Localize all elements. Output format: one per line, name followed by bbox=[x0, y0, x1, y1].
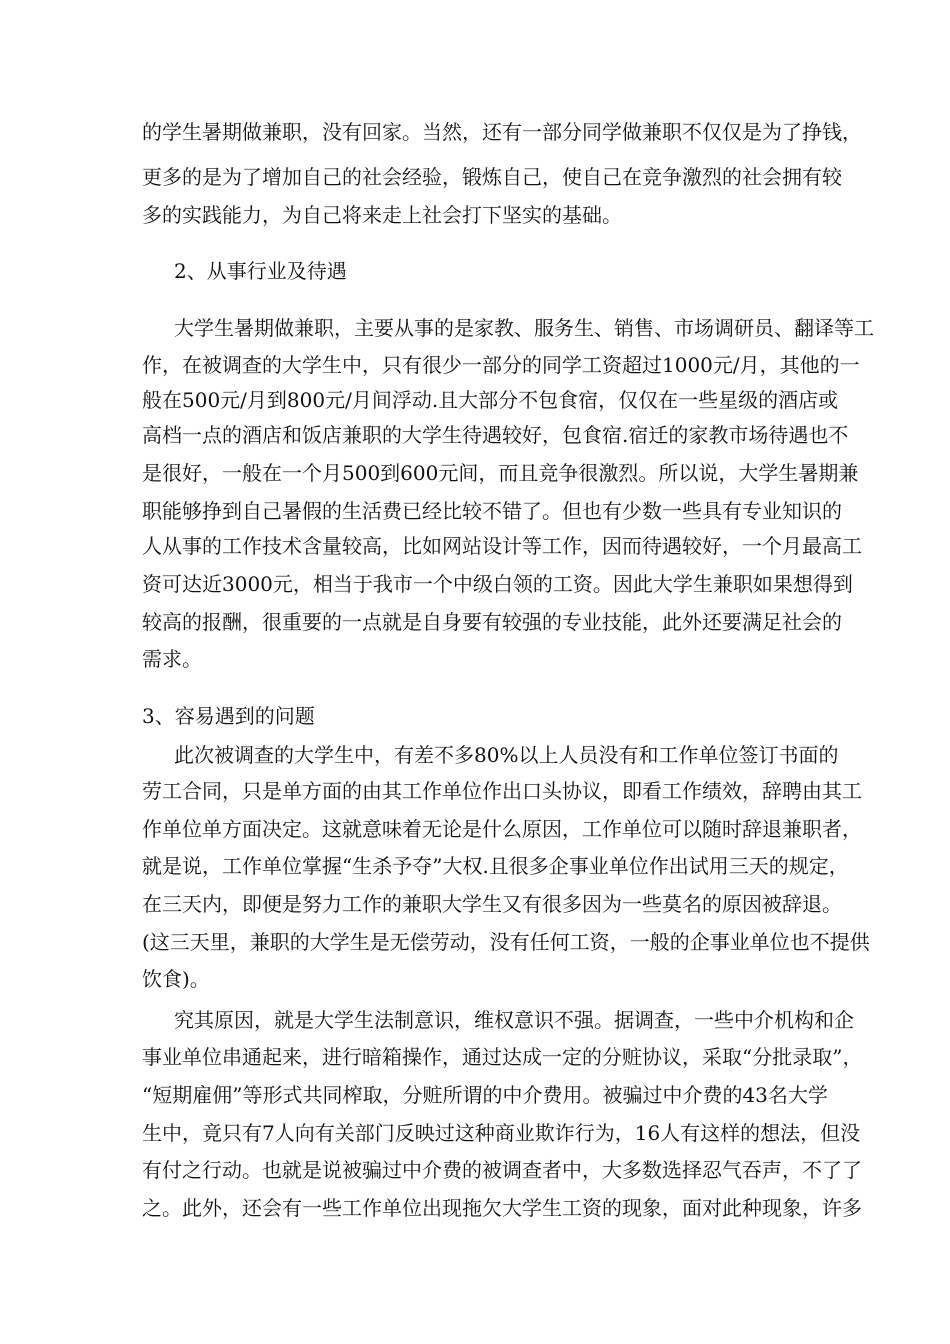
paragraph-line: 般在500元/月到800元/月间浮动.且大部分不包食宿，仅仅在一些星级的酒店或 bbox=[142, 388, 839, 412]
paragraph-line: (这三天里，兼职的大学生是无偿劳动，没有任何工资，一般的企事业单位也不提供 bbox=[142, 930, 870, 954]
paragraph-line: 有付之行动。也就是说被骗过中介费的被调查者中，大多数选择忍气吞声，不了了 bbox=[142, 1158, 862, 1182]
section-heading: 2、从事行业及待遇 bbox=[174, 259, 347, 283]
paragraph-line: 大学生暑期做兼职，主要从事的是家教、服务生、销售、市场调研员、翻译等工 bbox=[174, 316, 874, 340]
paragraph-line: 事业单位串通起来，进行暗箱操作，通过达成一定的分赃协议，采取“分批录取”， bbox=[142, 1045, 863, 1069]
paragraph-line: “短期雇佣”等形式共同榨取，分赃所谓的中介费用。被骗过中介费的43名大学 bbox=[142, 1083, 828, 1107]
paragraph-line: 多的实践能力，为自己将来走上社会打下坚实的基础。 bbox=[142, 203, 622, 227]
paragraph-line: 的学生暑期做兼职，没有回家。当然，还有一部分同学做兼职不仅仅是为了挣钱， bbox=[142, 120, 862, 144]
paragraph-line: 生中，竟只有7人向有关部门反映过这种商业欺诈行为，16人有这样的想法，但没 bbox=[142, 1121, 861, 1145]
paragraph-line: 究其原因，就是大学生法制意识，维权意识不强。据调查，一些中介机构和企 bbox=[174, 1008, 854, 1032]
paragraph-line: 饮食)。 bbox=[142, 967, 210, 991]
paragraph-line: 职能够挣到自己暑假的生活费已经比较不错了。但也有少数一些具有专业知识的 bbox=[142, 499, 842, 523]
paragraph-line: 高档一点的酒店和饭店兼职的大学生待遇较好，包食宿.宿迁的家教市场待遇也不 bbox=[142, 423, 849, 447]
paragraph-line: 作，在被调查的大学生中，只有很少一部分的同学工资超过1000元/月，其他的一 bbox=[142, 353, 860, 377]
paragraph-line: 作单位单方面决定。这就意味着无论是什么原因，工作单位可以随时辞退兼职者， bbox=[142, 817, 862, 841]
paragraph-line: 此次被调查的大学生中，有差不多80%以上人员没有和工作单位签订书面的 bbox=[174, 743, 839, 767]
paragraph-line: 需求。 bbox=[142, 647, 202, 671]
paragraph-line: 就是说，工作单位掌握“生杀予夺”大权.且很多企事业单位作出试用三天的规定， bbox=[142, 854, 849, 878]
paragraph-line: 是很好，一般在一个月500到600元间，而且竞争很激烈。所以说，大学生暑期兼 bbox=[142, 461, 859, 485]
paragraph-line: 之。此外，还会有一些工作单位出现拖欠大学生工资的现象，面对此种现象，许多 bbox=[142, 1196, 862, 1220]
paragraph-line: 人从事的工作技术含量较高，比如网站设计等工作，因而待遇较好，一个月最高工 bbox=[142, 534, 862, 558]
paragraph-line: 更多的是为了增加自己的社会经验，锻炼自己，使自己在竞争激烈的社会拥有较 bbox=[142, 165, 842, 189]
paragraph-line: 较高的报酬，很重要的一点就是自身要有较强的专业技能，此外还要满足社会的 bbox=[142, 610, 842, 634]
paragraph-line: 在三天内，即便是努力工作的兼职大学生又有很多因为一些莫名的原因被辞退。 bbox=[142, 892, 842, 916]
paragraph-line: 资可达近3000元，相当于我市一个中级白领的工资。因此大学生兼职如果想得到 bbox=[142, 572, 853, 596]
paragraph-line: 劳工合同，只是单方面的由其工作单位作出口头协议，即看工作绩效，辞聘由其工 bbox=[142, 779, 862, 803]
section-heading: 3、容易遇到的问题 bbox=[142, 704, 315, 728]
